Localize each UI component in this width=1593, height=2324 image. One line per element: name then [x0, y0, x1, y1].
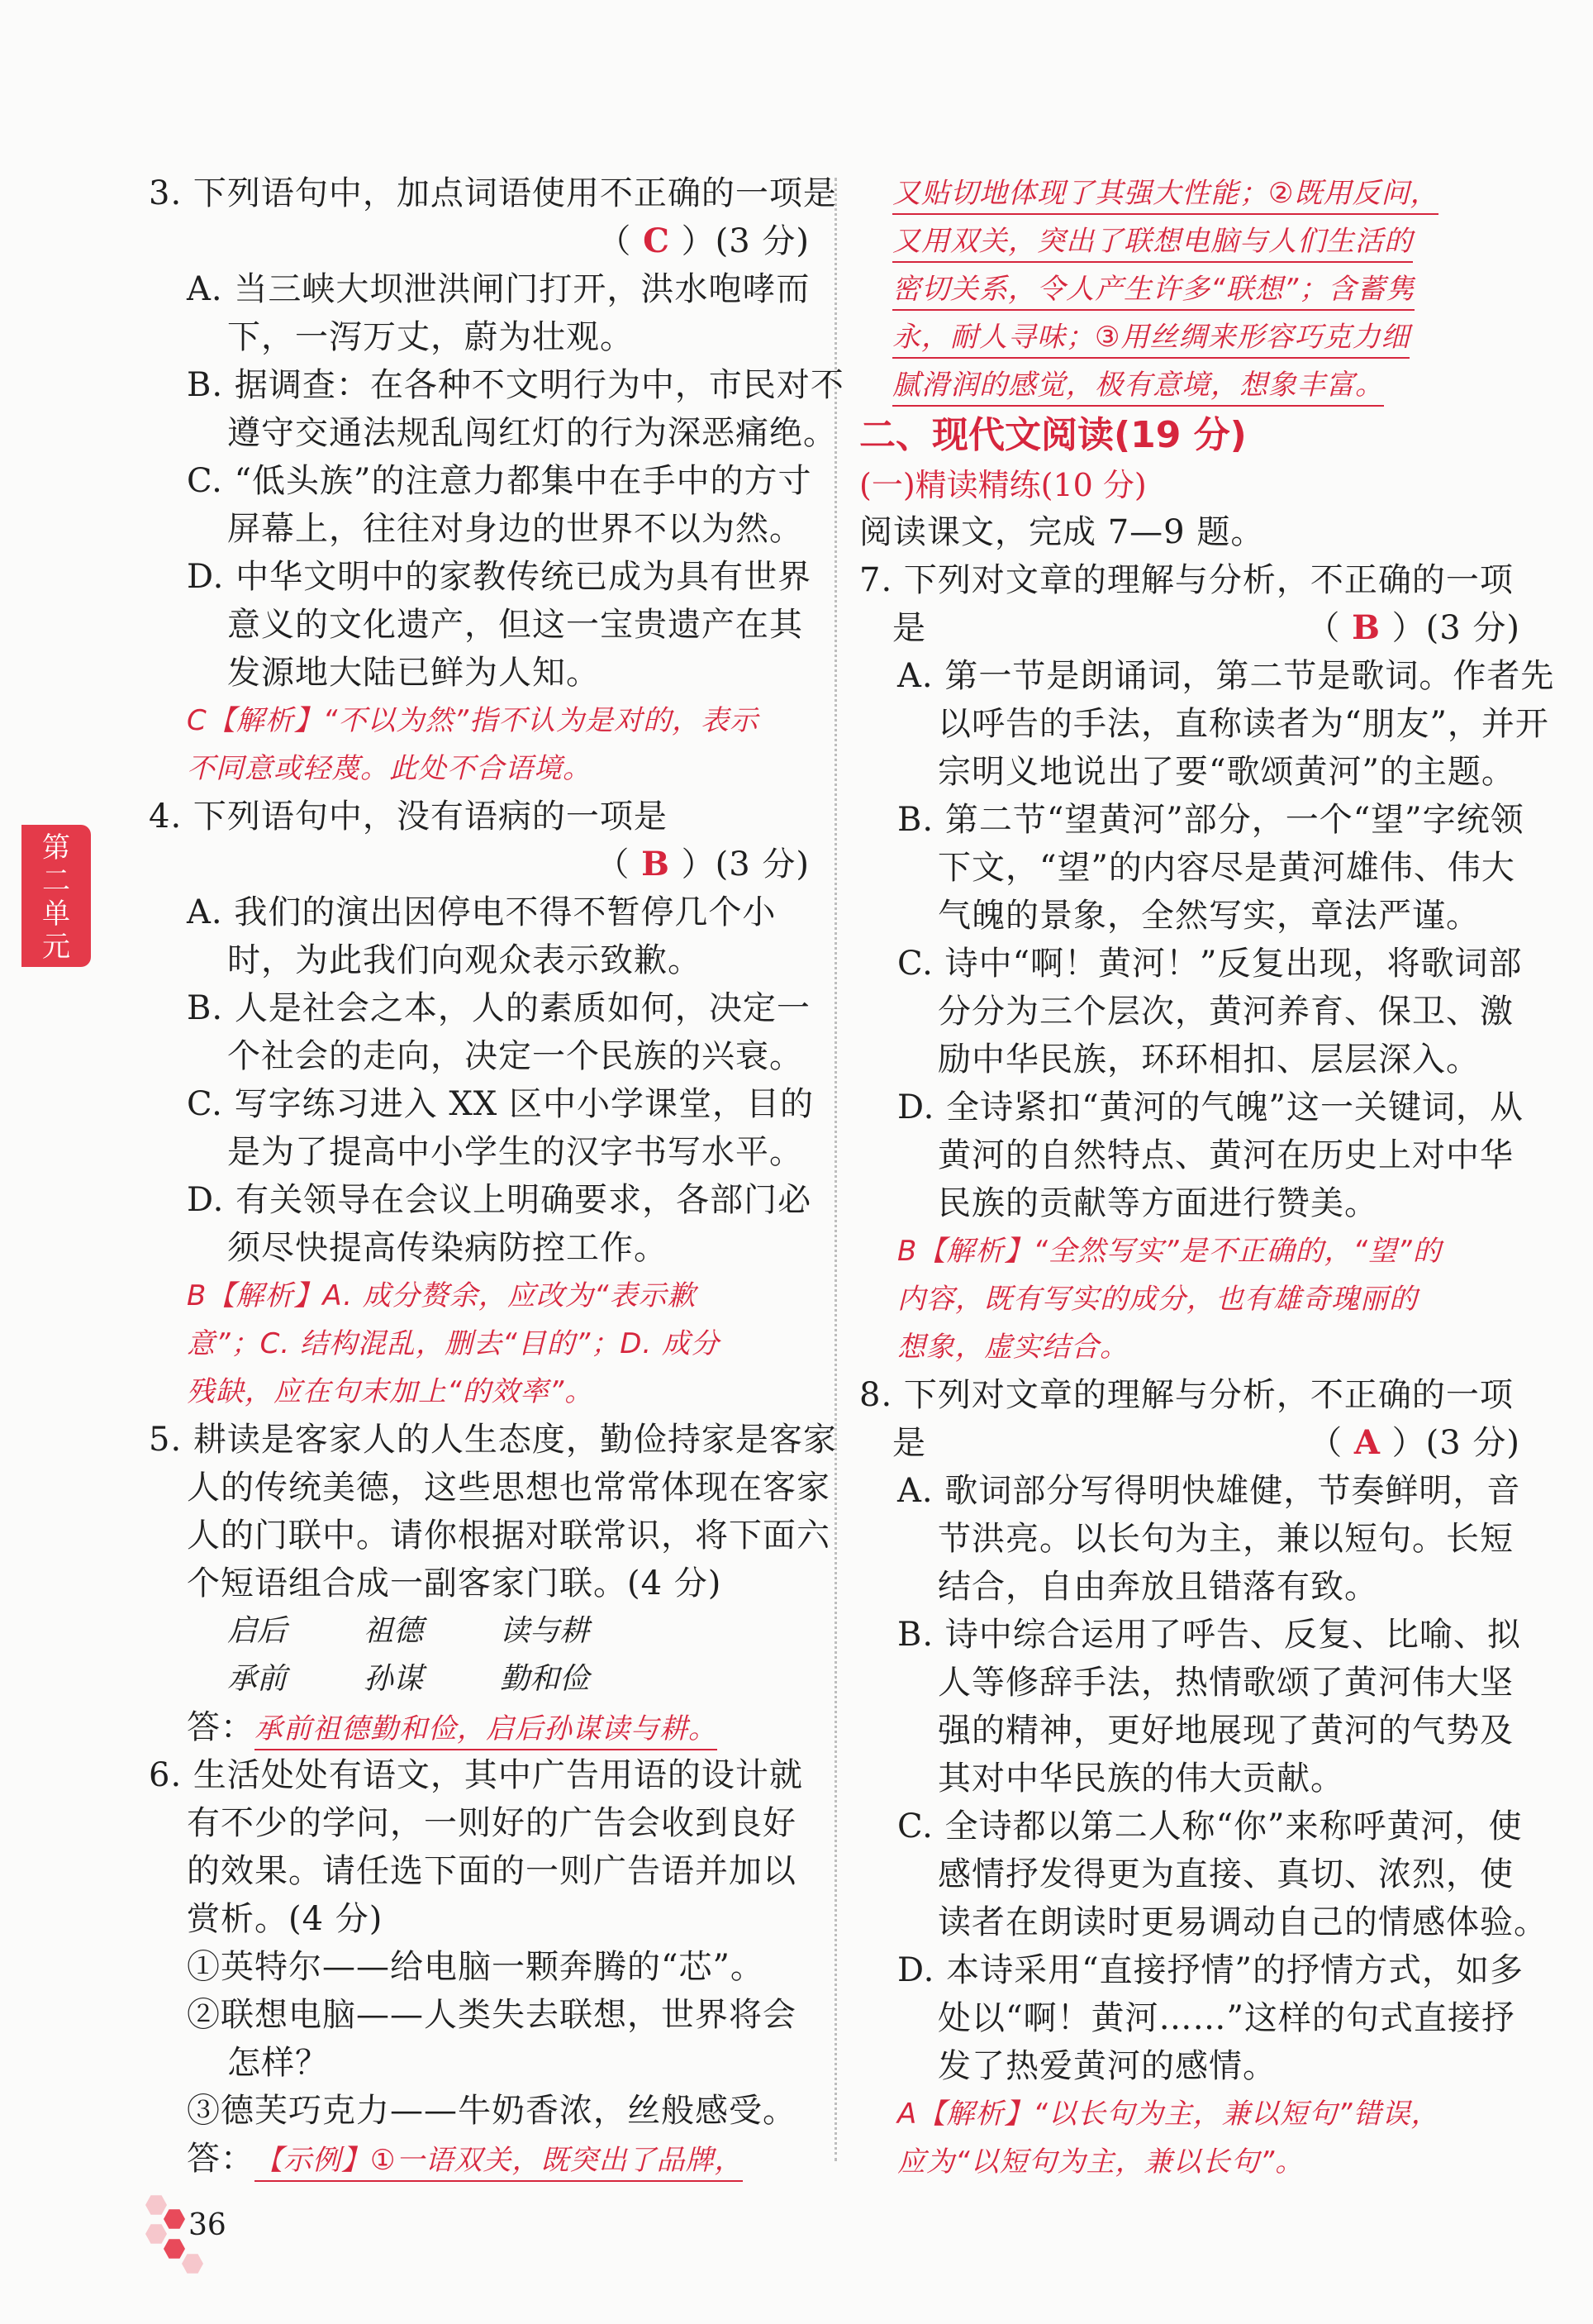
right-column: [859, 169, 1555, 2186]
unit-side-tab: [21, 825, 91, 967]
q8-option-d-line3: 发了热爱黄河的感情。: [938, 2047, 1277, 2085]
q5-phrase: 承前: [227, 1662, 288, 1696]
q6-answer-cont-line1: 又贴切地体现了其强大性能；②既用反问，: [892, 174, 1438, 215]
q6-stem-line1: 6. 生活处处有语文，其中广告用语的设计就: [149, 1756, 803, 1794]
q7-option-c-line2: 分分为三个层次，黄河养育、保卫、激: [938, 993, 1514, 1031]
q4-option-d-line1: D. 有关领导在会议上明确要求，各部门必: [187, 1181, 812, 1219]
question-4: [149, 793, 814, 1416]
hexagon-icon: [164, 2238, 185, 2260]
q4-option-a-line2: 时，为此我们向观众表示致歉。: [227, 941, 701, 979]
q5-phrase: 祖德: [364, 1614, 424, 1648]
q6-option-1: ①英特尔——给电脑一颗奔腾的“芯”。: [187, 1948, 764, 1986]
q5-phrases-row1: [149, 1607, 810, 1655]
q7-option-a-line2: 以呼告的手法，直称读者为“朋友”，并开: [938, 705, 1549, 743]
hexagon-icon: [145, 2223, 167, 2245]
q3-explanation-line2: 不同意或轻蔑。此处不合语境。: [187, 752, 592, 785]
column-divider: [835, 178, 837, 2161]
q5-phrase: 读与耕: [500, 1614, 590, 1648]
question-6: [149, 1751, 810, 2183]
q8-score: ）(3 分): [1380, 1424, 1520, 1462]
q6-option-3: ③德芙巧克力——牛奶香浓，丝般感受。: [187, 2092, 796, 2130]
q4-explanation-line1: B【解析】A. 成分赘余，应改为“表示歉: [187, 1279, 697, 1312]
q7-answer-group: [1306, 604, 1520, 652]
q7-option-b-line1: B. 第二节“望黄河”部分，一个“望”字统领: [897, 801, 1524, 839]
question-3: [149, 169, 844, 793]
q3-option-c-line2: 屏幕上，往往对身边的世界不以为然。: [227, 510, 803, 548]
q8-explanation-line2: 应为“以短句为主，兼以长句”。: [897, 2145, 1305, 2179]
q7-option-d-line3: 民族的贡献等方面进行赞美。: [938, 1184, 1378, 1222]
q3-option-c-line1: C. “低头族”的注意力都集中在手中的方寸: [187, 462, 812, 500]
q8-option-a-line3: 结合，自由奔放且错落有致。: [938, 1568, 1378, 1606]
q4-explanation-line2: 意”；C. 结构混乱，删去“目的”；D. 成分: [187, 1327, 720, 1360]
q3-stem: 3. 下列语句中，加点词语使用不正确的一项是: [149, 174, 837, 212]
q8-paren-open: （: [1309, 1424, 1354, 1462]
hexagon-icon: [182, 2253, 203, 2274]
q8-explanation-line1: A【解析】“以长句为主，兼以短句”错误，: [897, 2098, 1440, 2131]
q8-option-d-line1: D. 本诗采用“直接抒情”的抒情方式，如多: [897, 1951, 1524, 1989]
q3-explanation-line1: C【解析】“不以为然”指不认为是对的，表示: [187, 704, 758, 737]
q7-stem-row2: [859, 604, 1520, 652]
q6-answer-label: 答：: [187, 2140, 254, 2178]
q6-answer-cont-line5: 腻滑润的感觉，极有意境，想象丰富。: [892, 365, 1384, 407]
q7-option-c-line1: C. 诗中“啊！黄河！”反复出现，将歌词部: [897, 945, 1523, 983]
q8-option-d-line2: 处以“啊！黄河……”这样的句式直接抒: [938, 1999, 1515, 2037]
q4-explanation-line3: 残缺，应在句末加上“的效率”。: [187, 1375, 594, 1408]
q7-option-a-line1: A. 第一节是朗诵词，第二节是歌词。作者先: [897, 657, 1555, 695]
q7-score: ）(3 分): [1380, 609, 1520, 647]
question-5: [149, 1416, 837, 1751]
q8-stem-row2: [859, 1419, 1520, 1467]
section-heading-modern-reading: 二、现代文阅读(19 分): [859, 414, 1247, 456]
q6-stem-line2: 有不少的学问，一则好的广告会收到良好: [187, 1804, 796, 1842]
q3-option-d-line1: D. 中华文明中的家教传统已成为具有世界: [187, 558, 812, 596]
q3-option-b-line2: 遵守交通法规乱闯红灯的行为深恶痛绝。: [227, 414, 837, 452]
q7-option-d-line1: D. 全诗紧扣“黄河的气魄”这一关键词，从: [897, 1088, 1524, 1126]
q4-option-b-line1: B. 人是社会之本，人的素质如何，决定一: [187, 989, 811, 1027]
q4-option-c-line2: 是为了提高中小学生的汉字书写水平。: [227, 1133, 803, 1171]
q8-answer: A: [1353, 1423, 1381, 1462]
question-8: [859, 1371, 1548, 2186]
q8-option-b-line3: 强的精神，更好地展现了黄河的气势及: [938, 1712, 1514, 1750]
q4-answer: B: [641, 845, 670, 883]
q4-option-a-line1: A. 我们的演出因停电不得不暂停几个小: [187, 893, 777, 931]
q6-stem-line4: 赏析。(4 分): [187, 1900, 383, 1938]
q5-phrases-row2: [149, 1655, 810, 1703]
q7-paren-open: （: [1306, 609, 1353, 647]
q4-paren-open: （: [596, 845, 642, 883]
q5-stem-line3: 人的门联中。请你根据对联常识，将下面六: [187, 1517, 830, 1555]
hexagon-icon: [164, 2208, 185, 2230]
q3-paren-open: （: [597, 222, 644, 260]
q6-option-2-line2: 怎样？: [227, 2044, 329, 2082]
q8-option-a-line2: 节洪亮。以长句为主，兼以短句。长短: [938, 1520, 1514, 1558]
q8-option-b-line4: 其对中华民族的伟大贡献。: [938, 1760, 1344, 1798]
q8-option-b-line1: B. 诗中综合运用了呼告、反复、比喻、拟: [897, 1616, 1521, 1654]
q7-option-b-line3: 气魄的景象，全然写实，章法严谨。: [938, 897, 1480, 935]
q5-answer: 承前祖德勤和俭，启后孙谋读与耕。: [254, 1709, 717, 1750]
q3-answer-row: [149, 217, 810, 265]
q7-explanation-line3: 想象，虚实结合。: [897, 1331, 1129, 1364]
q3-option-b-line1: B. 据调查：在各种不文明行为中，市民对不: [187, 366, 844, 404]
unit-tab-label: 第二单元: [42, 831, 70, 964]
q8-stem-line1: 8. 下列对文章的理解与分析，不正确的一项: [859, 1376, 1514, 1414]
q3-option-a-line1: A. 当三峡大坝泄洪闸门打开，洪水咆哮而: [187, 270, 811, 308]
q5-answer-row: [149, 1703, 810, 1751]
q4-answer-row: [149, 841, 810, 888]
page-number: 36: [188, 2208, 226, 2242]
q8-option-c-line3: 读者在朗读时更易调动自己的情感体验。: [938, 1903, 1548, 1941]
subsection-heading: (一)精读精练(10 分): [859, 467, 1147, 503]
q7-stem-line1: 7. 下列对文章的理解与分析，不正确的一项: [859, 561, 1514, 599]
reading-instruction: 阅读课文，完成 7—9 题。: [859, 513, 1265, 551]
hexagon-icon: [145, 2194, 167, 2216]
q7-option-d-line2: 黄河的自然特点、黄河在历史上对中华: [938, 1136, 1514, 1174]
q3-option-d-line2: 意义的文化遗产，但这一宝贵遗产在其: [227, 606, 803, 644]
q7-option-b-line2: 下文，“望”的内容尽是黄河雄伟、伟大: [938, 849, 1515, 887]
q6-answer-cont-line2: 又用双关，突出了联想电脑与人们生活的: [892, 221, 1413, 263]
q5-stem-line1: 5. 耕读是客家人的人生态度，勤俭持家是客家: [149, 1421, 837, 1459]
q7-stem-line2: 是: [892, 609, 926, 647]
q6-answer-row: [149, 2135, 810, 2183]
q7-explanation-line1: B【解析】“全然写实”是不正确的，“望”的: [897, 1235, 1442, 1268]
q4-stem: 4. 下列语句中，没有语病的一项是: [149, 798, 668, 836]
q6-answer: 【示例】①一语双关，既突出了品牌，: [254, 2141, 743, 2182]
q6-answer-cont-line4: 永，耐人寻味；③用丝绸来形容巧克力细: [892, 317, 1410, 359]
q8-option-c-line2: 感情抒发得更为直接、真切、浓烈，使: [938, 1855, 1514, 1893]
q3-option-a-line2: 下，一泻万丈，蔚为壮观。: [227, 318, 634, 356]
q8-option-c-line1: C. 全诗都以第二人称“你”来称呼黄河，使: [897, 1807, 1523, 1845]
q7-option-a-line3: 宗明义地说出了要“歌颂黄河”的主题。: [938, 753, 1515, 791]
q6-option-2-line1: ②联想电脑——人类失去联想，世界将会: [187, 1996, 796, 2034]
q4-score: ）(3 分): [669, 845, 810, 883]
q3-score: ）(3 分): [669, 222, 810, 260]
q7-option-c-line3: 励中华民族，环环相扣、层层深入。: [938, 1041, 1480, 1079]
q8-option-a-line1: A. 歌词部分写得明快雄健，节奏鲜明，音: [897, 1472, 1521, 1510]
q5-stem-line4: 个短语组合成一副客家门联。(4 分): [187, 1564, 722, 1603]
left-column: [149, 169, 844, 2183]
q7-explanation-line2: 内容，既有写实的成分，也有雄奇瑰丽的: [897, 1283, 1418, 1316]
q8-option-b-line2: 人等修辞手法，热情歌颂了黄河伟大坚: [938, 1664, 1514, 1702]
q4-option-b-line2: 个社会的走向，决定一个民族的兴衰。: [227, 1037, 803, 1075]
q8-answer-group: [1309, 1419, 1520, 1467]
q3-option-d-line3: 发源地大陆已鲜为人知。: [227, 654, 600, 692]
q5-phrase: 勤和俭: [500, 1662, 590, 1696]
q4-option-c-line1: C. 写字练习进入 XX 区中小学课堂，目的: [187, 1085, 814, 1123]
q5-stem-line2: 人的传统美德，这些思想也常常体现在客家: [187, 1469, 830, 1507]
q6-answer-continued: [859, 169, 1520, 409]
q3-answer: C: [643, 221, 670, 260]
q6-answer-cont-line3: 密切关系，令人产生许多“联想”；含蓄隽: [892, 269, 1415, 311]
question-7: [859, 556, 1555, 1371]
q4-option-d-line2: 须尽快提高传染病防控工作。: [227, 1229, 668, 1267]
q5-answer-label: 答：: [187, 1708, 254, 1746]
q8-stem-line2: 是: [892, 1424, 926, 1462]
q5-phrase: 启后: [227, 1614, 288, 1648]
q7-answer: B: [1352, 608, 1381, 647]
q6-stem-line3: 的效果。请任选下面的一则广告语并加以: [187, 1852, 796, 1890]
q5-phrase: 孙谋: [364, 1662, 424, 1696]
